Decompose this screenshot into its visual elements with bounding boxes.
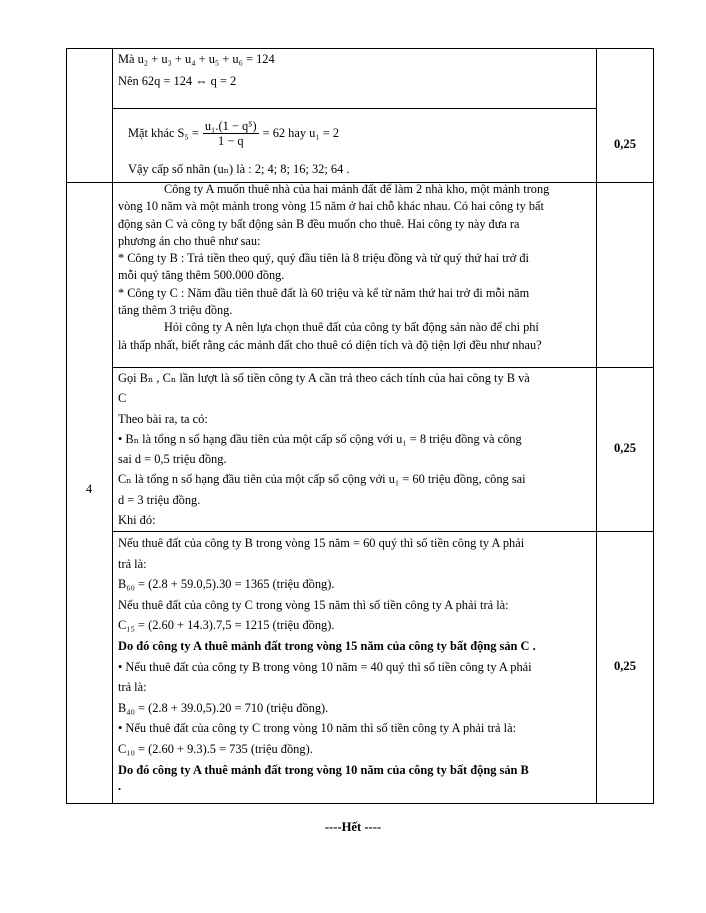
solution-step-sequence: [128, 114, 594, 177]
solution-line: Gọi Bₙ , Cₙ lần lượt là số tiền công ty A cần trả theo cách tính của hai công ty B và: [118, 371, 530, 385]
fraction-numerator: u₁.(1 − q⁵): [204, 118, 257, 133]
fraction-denominator: 1 − q: [217, 133, 244, 148]
solution-conclusion-end: .: [118, 779, 122, 794]
problem-line: Công ty A muốn thuê nhà của hai mảnh đất để làm 2 nhà kho, một mảnh trong: [164, 182, 550, 196]
table-border-left: [66, 48, 67, 804]
sequence-conclusion: Vậy cấp số nhân (uₙ) là : 2; 4; 8; 16; 32; 64 .: [128, 162, 350, 176]
problem-statement: [118, 181, 594, 354]
score: 0,25: [613, 659, 637, 673]
solution-line: trả là:: [118, 556, 147, 571]
equation-line: Mà u₂ + u₃ + u₄ + u₅ + u₆ = 124: [118, 52, 275, 66]
solution-calculations: [118, 533, 594, 792]
question-number: 4: [85, 482, 93, 496]
solution-definitions: [118, 368, 594, 530]
formula-lead: Mặt khác S₅ =: [128, 125, 199, 140]
sum-formula: [128, 114, 594, 152]
table-border-top: [66, 48, 654, 49]
table-border-bottom: [66, 803, 654, 804]
problem-line: phương án cho thuê như sau:: [118, 233, 261, 248]
solution-conclusion: Do đó công ty A thuê mảnh đất trong vòng 10 năm của công ty bất động sản B: [118, 762, 529, 777]
solution-line: C₁₀ = (2.60 + 9.3).5 = 735 (triệu đồng).: [118, 741, 313, 756]
problem-line: vòng 10 năm và một mảnh trong vòng 15 năm ở hai chỗ khác nhau. Có hai công ty bất: [118, 199, 544, 214]
equation-line: Nên 62q = 124 ⇔ q = 2: [118, 74, 237, 89]
row-divider: [112, 531, 654, 532]
problem-line: động sản C và công ty bất động sản B đều muốn cho thuê. Hai công ty này đưa ra: [118, 216, 520, 231]
problem-line: * Công ty C : Năm đầu tiên thuê đất là 60 triệu và kể từ năm thứ hai trở đi mỗi năm: [118, 285, 530, 300]
problem-line: * Công ty B : Trả tiền theo quý, quý đầu tiên là 8 triệu đồng và từ quý thứ hai trở đi: [118, 251, 529, 266]
solution-line: Khi đó:: [118, 513, 156, 528]
solution-line: • Bₙ là tổng n số hạng đầu tiên của một cấp số cộng với u₁ = 8 triệu đồng và công: [118, 431, 522, 446]
solution-line: B₆₀ = (2.8 + 59.0,5).30 = 1365 (triệu đồng).: [118, 577, 335, 592]
score: 0,25: [613, 441, 637, 455]
solution-line: Theo bài ra, ta có:: [118, 411, 208, 426]
solution-conclusion: Do đó công ty A thuê mảnh đất trong vòng 15 năm của công ty bất động sản C .: [118, 638, 536, 653]
problem-line: là thấp nhất, biết rằng các mảnh đất cho thuê có diện tích và độ tiện lợi đều như nhau?: [118, 337, 542, 352]
page-footer: ----Hết ----: [324, 820, 382, 834]
table-col-divider-1: [112, 48, 113, 804]
row-divider: [112, 108, 596, 109]
score: 0,25: [613, 137, 637, 151]
solution-line: sai d = 0,5 triệu đồng.: [118, 452, 227, 467]
solution-line: Nếu thuê đất của công ty C trong vòng 15 năm thì số tiền công ty A phải trả là:: [118, 597, 509, 612]
problem-line: mỗi quý tăng thêm 500.000 đồng.: [118, 268, 285, 283]
problem-line: tăng thêm 3 triệu đồng.: [118, 303, 233, 318]
solution-line: • Nếu thuê đất của công ty B trong vòng 10 năm = 40 quý thì số tiền công ty A phải: [118, 659, 532, 674]
solution-line: d = 3 triệu đồng.: [118, 492, 201, 507]
solution-line: C: [118, 391, 127, 406]
solution-line: C₁₅ = (2.60 + 14.3).7,5 = 1215 (triệu đồng).: [118, 618, 335, 633]
solution-line: Nếu thuê đất của công ty B trong vòng 15 năm = 60 quý thì số tiền công ty A phải: [118, 536, 525, 550]
answer-table: [66, 48, 654, 804]
problem-line: Hỏi công ty A nên lựa chọn thuê đất của công ty bất động sản nào để chi phí: [164, 320, 539, 335]
solution-line: B₄₀ = (2.8 + 39.0,5).20 = 710 (triệu đồng).: [118, 700, 329, 715]
solution-line: • Nếu thuê đất của công ty C trong vòng 10 năm thì số tiền công ty A phải trả là:: [118, 721, 517, 736]
table-col-divider-2: [596, 48, 597, 804]
solution-step-q: [118, 51, 594, 91]
solution-line: Cₙ là tổng n số hạng đầu tiên của một cấp số cộng với u₁ = 60 triệu đồng, công sai: [118, 472, 526, 487]
formula-tail: = 62 hay u₁ = 2: [262, 125, 340, 140]
table-border-right: [653, 48, 654, 804]
fraction: [203, 119, 259, 148]
solution-line: trả là:: [118, 680, 147, 695]
